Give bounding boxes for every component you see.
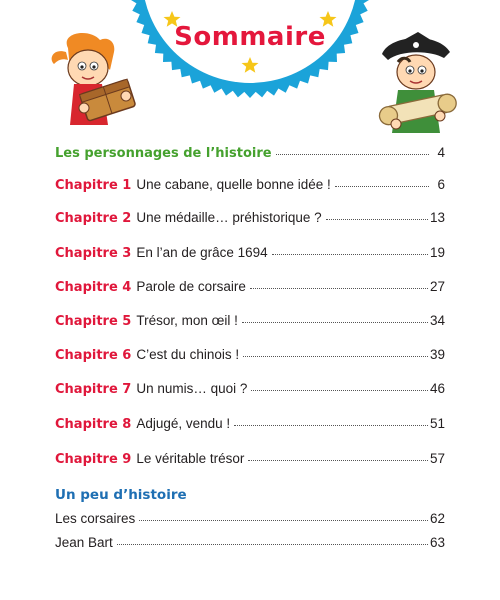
chapter-label: Chapitre 3 (55, 246, 132, 261)
dot-leader (335, 186, 429, 187)
toc-row-chapter-3[interactable] (55, 245, 445, 265)
dot-leader (242, 322, 428, 323)
dot-leader (250, 288, 428, 289)
page-number: 13 (429, 210, 445, 225)
chapter-title: Un numis… quoi ? (136, 381, 248, 396)
toc-row-chapter-8[interactable] (55, 416, 445, 436)
page-number: 4 (437, 145, 445, 160)
page-number: 39 (429, 347, 445, 362)
toc-row-corsaires[interactable] (55, 511, 445, 531)
chapter-label: Chapitre 5 (55, 314, 132, 329)
page-number: 6 (437, 177, 445, 192)
chapter-title: Adjugé, vendu ! (136, 416, 231, 431)
page-number: 63 (429, 535, 445, 550)
chapter-label: Chapitre 8 (55, 417, 132, 432)
dot-leader (243, 356, 428, 357)
chapter-title: Une cabane, quelle bonne idée ! (136, 177, 331, 192)
dot-leader (272, 254, 428, 255)
toc-row-chapter-1[interactable] (55, 177, 445, 197)
page-number: 57 (429, 451, 445, 466)
chapter-title: Le véritable trésor (136, 451, 245, 466)
chapter-title: Une médaille… préhistorique ? (136, 210, 322, 225)
chapter-label: Chapitre 9 (55, 452, 132, 467)
page-number: 34 (429, 313, 445, 328)
dot-leader (234, 425, 428, 426)
toc-row-characters[interactable] (55, 145, 445, 165)
chapter-label: Chapitre 4 (55, 280, 132, 295)
dot-leader (326, 219, 428, 220)
section-item-title: Jean Bart (55, 535, 113, 550)
dot-leader (248, 460, 428, 461)
chapter-title: Parole de corsaire (136, 279, 246, 294)
characters-heading: Les personnages de l’histoire (55, 146, 272, 161)
toc-row-chapter-4[interactable] (55, 279, 445, 299)
toc-row-chapter-6[interactable] (55, 347, 445, 367)
history-section-heading: Un peu d’histoire (55, 487, 187, 503)
chapter-label: Chapitre 7 (55, 382, 132, 397)
toc-row-chapter-9[interactable] (55, 451, 445, 471)
dot-leader (139, 520, 428, 521)
chapter-title: Trésor, mon œil ! (136, 313, 238, 328)
toc-row-chapter-7[interactable] (55, 381, 445, 401)
page-number: 62 (429, 511, 445, 526)
page-number: 51 (429, 416, 445, 431)
dot-leader (251, 390, 428, 391)
girl-character-illustration (30, 30, 140, 135)
toc-row-chapter-5[interactable] (55, 313, 445, 333)
section-item-title: Les corsaires (55, 511, 136, 526)
dot-leader (276, 154, 429, 155)
chapter-label: Chapitre 6 (55, 348, 132, 363)
page-number: 46 (429, 381, 445, 396)
chapter-title: En l’an de grâce 1694 (136, 245, 268, 260)
page-number: 27 (429, 279, 445, 294)
boy-character-illustration (360, 28, 470, 138)
chapter-title: C’est du chinois ! (136, 347, 240, 362)
page-title: Sommaire (174, 22, 326, 52)
dot-leader (117, 544, 428, 545)
toc-row-jean-bart[interactable] (55, 535, 445, 555)
chapter-label: Chapitre 2 (55, 211, 132, 226)
page-number: 19 (429, 245, 445, 260)
toc-row-chapter-2[interactable] (55, 210, 445, 230)
chapter-label: Chapitre 1 (55, 178, 132, 193)
